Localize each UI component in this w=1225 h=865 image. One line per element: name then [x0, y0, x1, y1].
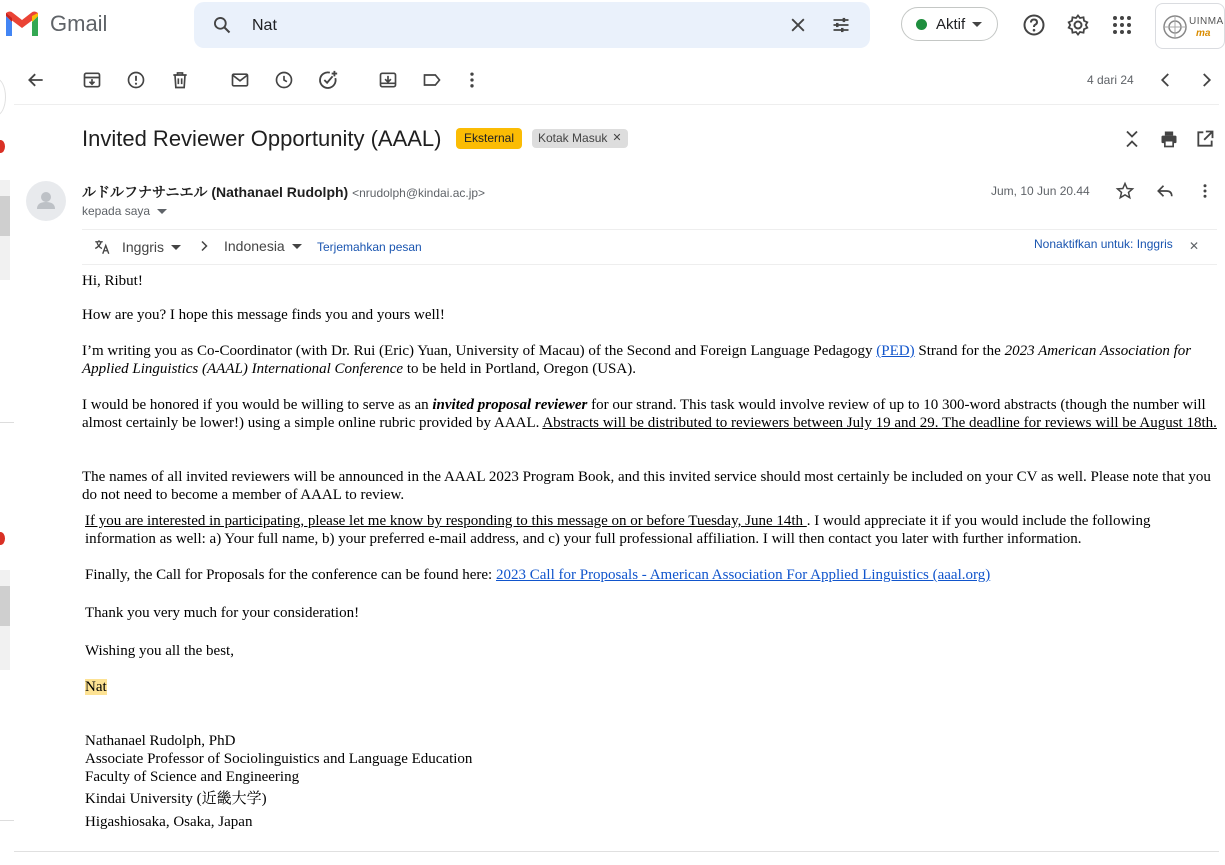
- paragraph: [82, 396, 1217, 432]
- report-spam-icon[interactable]: [124, 68, 148, 92]
- text: Strand for the: [914, 343, 1005, 359]
- avatar[interactable]: [26, 181, 66, 221]
- translate-icon: [92, 238, 112, 256]
- translate-bar: [82, 229, 1217, 265]
- back-arrow-icon[interactable]: [24, 68, 48, 92]
- signature-line: Higashiosaka, Osaka, Japan: [85, 814, 253, 830]
- open-new-window-icon[interactable]: [1195, 129, 1215, 149]
- left-rail: [0, 56, 14, 865]
- search-icon[interactable]: [212, 15, 232, 35]
- trash-icon[interactable]: [168, 68, 192, 92]
- star-icon[interactable]: [1115, 181, 1135, 201]
- archive-icon[interactable]: [80, 68, 104, 92]
- snooze-clock-icon[interactable]: [272, 68, 296, 92]
- target-language: Indonesia: [224, 238, 285, 254]
- underlined-text: Abstracts will be distributed to reviewers between July 19 and 29. The deadline for reviews will be August 18th.: [542, 415, 1217, 431]
- compose-button-edge[interactable]: [0, 78, 6, 116]
- signature-line: Associate Professor of Sociolinguistics and Language Education: [85, 751, 473, 767]
- close-icon[interactable]: [788, 15, 808, 35]
- signature-line: Nathanael Rudolph, PhD: [85, 733, 236, 749]
- conference-name: 2023 American Association for Applied Linguistics (AAAL) International Conference: [82, 343, 1192, 377]
- status-dot: [916, 19, 927, 30]
- more-vert-icon[interactable]: [1196, 181, 1214, 201]
- disable-translation-link[interactable]: Nonaktifkan untuk: Inggris: [1034, 237, 1173, 251]
- help-icon[interactable]: [1022, 13, 1046, 37]
- target-language-dropdown[interactable]: [198, 238, 302, 254]
- sender-name[interactable]: ルドルフナサニエル (Nathanael Rudolph): [82, 184, 349, 200]
- remove-label-icon[interactable]: ✕: [612, 132, 622, 144]
- source-language-dropdown[interactable]: [92, 238, 181, 256]
- divider: [14, 851, 1219, 852]
- university-logo-icon: [1162, 14, 1188, 40]
- unread-badge: [0, 140, 5, 153]
- account-name: UINMA: [1189, 16, 1224, 27]
- collapse-all-icon[interactable]: [1122, 128, 1142, 150]
- chevron-down-icon: [292, 244, 302, 249]
- label-icon[interactable]: [420, 68, 444, 92]
- gear-icon[interactable]: [1066, 13, 1090, 37]
- move-to-icon[interactable]: [376, 68, 400, 92]
- person-icon: [26, 181, 66, 221]
- gmail-wordmark: Gmail: [50, 11, 108, 36]
- inbox-label-text: Kotak Masuk: [538, 131, 608, 145]
- search-options-icon[interactable]: [830, 15, 852, 35]
- sender-line: [82, 182, 485, 202]
- signature-line: Faculty of Science and Engineering: [85, 769, 300, 785]
- account-sub: ma: [1196, 28, 1211, 39]
- scrollbar-thumb[interactable]: [0, 196, 10, 236]
- search-bar[interactable]: [194, 2, 870, 48]
- paragraph: [82, 342, 1217, 378]
- chevron-right-icon[interactable]: [1194, 68, 1218, 92]
- unread-badge: [0, 532, 5, 545]
- top-bar: [0, 0, 1224, 56]
- gmail-m-icon: [4, 10, 40, 38]
- divider: [0, 422, 14, 423]
- print-icon[interactable]: [1158, 129, 1180, 149]
- external-badge: Eksternal: [456, 128, 522, 149]
- greeting: Hi, Ribut!: [82, 273, 143, 289]
- message-toolbar: [14, 56, 1219, 105]
- translate-message-link[interactable]: Terjemahkan pesan: [317, 240, 422, 254]
- chevron-down-icon: [972, 22, 982, 27]
- text: . I would appreciate it if you would include the following information as well: a) Your full name, b) your preferred e-mail address, and c) your full professional affiliation. I will then contact you later with further information.: [85, 513, 1151, 547]
- status-label: Aktif: [936, 15, 966, 33]
- paragraph: [85, 512, 1220, 548]
- text: I’m writing you as Co-Coordinator (with Dr. Rui (Eric) Yuan, University of Macau) of the Second and Foreign Language Pedagogy: [82, 343, 877, 359]
- recipient-line[interactable]: [82, 204, 167, 218]
- paragraph: [85, 566, 1220, 584]
- close-icon[interactable]: ✕: [1189, 239, 1200, 253]
- account-switcher[interactable]: [1155, 3, 1225, 49]
- mark-unread-icon[interactable]: [228, 68, 252, 92]
- paragraph: How are you? I hope this message finds you and yours well!: [82, 307, 445, 323]
- cfp-link[interactable]: 2023 Call for Proposals - American Association For Applied Linguistics (aaal.org): [495, 567, 991, 583]
- underlined-text: If you are interested in participating, please let me know by responding to this message on or before Tuesday, June 14th: [85, 513, 807, 529]
- paragraph: Thank you very much for your consideration!: [85, 605, 360, 621]
- scrollbar-thumb[interactable]: [0, 586, 10, 626]
- apps-grid-icon[interactable]: [1110, 13, 1134, 37]
- recipient-text: kepada saya: [82, 204, 151, 218]
- chevron-down-icon[interactable]: [157, 209, 167, 214]
- chevron-down-icon: [171, 245, 181, 250]
- text: to be held in Portland, Oregon (USA).: [403, 361, 636, 377]
- reply-icon[interactable]: [1155, 182, 1175, 200]
- inbox-label-chip[interactable]: [532, 129, 628, 148]
- chevron-left-icon[interactable]: [1154, 68, 1178, 92]
- emphasis: invited proposal reviewer: [432, 397, 588, 413]
- search-input[interactable]: [250, 10, 754, 42]
- email-date: Jum, 10 Jun 20.44: [991, 184, 1090, 198]
- text: Finally, the Call for Proposals for the conference can be found here:: [85, 567, 496, 583]
- paragraph: The names of all invited reviewers will be announced in the AAAL 2023 Program Book, and this invited service should most certainly be included on your CV as well. Please note that you do not need to become a member of AAAL to review.: [82, 469, 1211, 503]
- add-task-icon[interactable]: [316, 68, 340, 92]
- highlighted-name: Nat: [85, 679, 107, 695]
- chevron-right-icon: [198, 239, 210, 253]
- source-language: Inggris: [122, 239, 165, 255]
- text: for our strand. This task would involve review of up to 10 300-word abstracts (though the number will almost certainly be lower!) using a simple online rubric provided by AAAL.: [82, 397, 1206, 431]
- gmail-logo[interactable]: [4, 10, 107, 38]
- email-subject: Invited Reviewer Opportunity (AAAL): [82, 126, 442, 151]
- paragraph: Wishing you all the best,: [85, 643, 234, 659]
- signoff: [85, 678, 107, 696]
- status-dropdown[interactable]: [901, 7, 998, 41]
- more-vert-icon[interactable]: [460, 68, 484, 92]
- signature-line: Kindai University (近畿大学): [85, 791, 267, 807]
- text: I would be honored if you would be willing to serve as an: [82, 397, 433, 413]
- divider: [0, 820, 14, 821]
- pagination-count: 4 dari 24: [1087, 73, 1134, 87]
- ped-link[interactable]: (PED): [876, 343, 915, 359]
- sender-email: <nrudolph@kindai.ac.jp>: [352, 186, 486, 200]
